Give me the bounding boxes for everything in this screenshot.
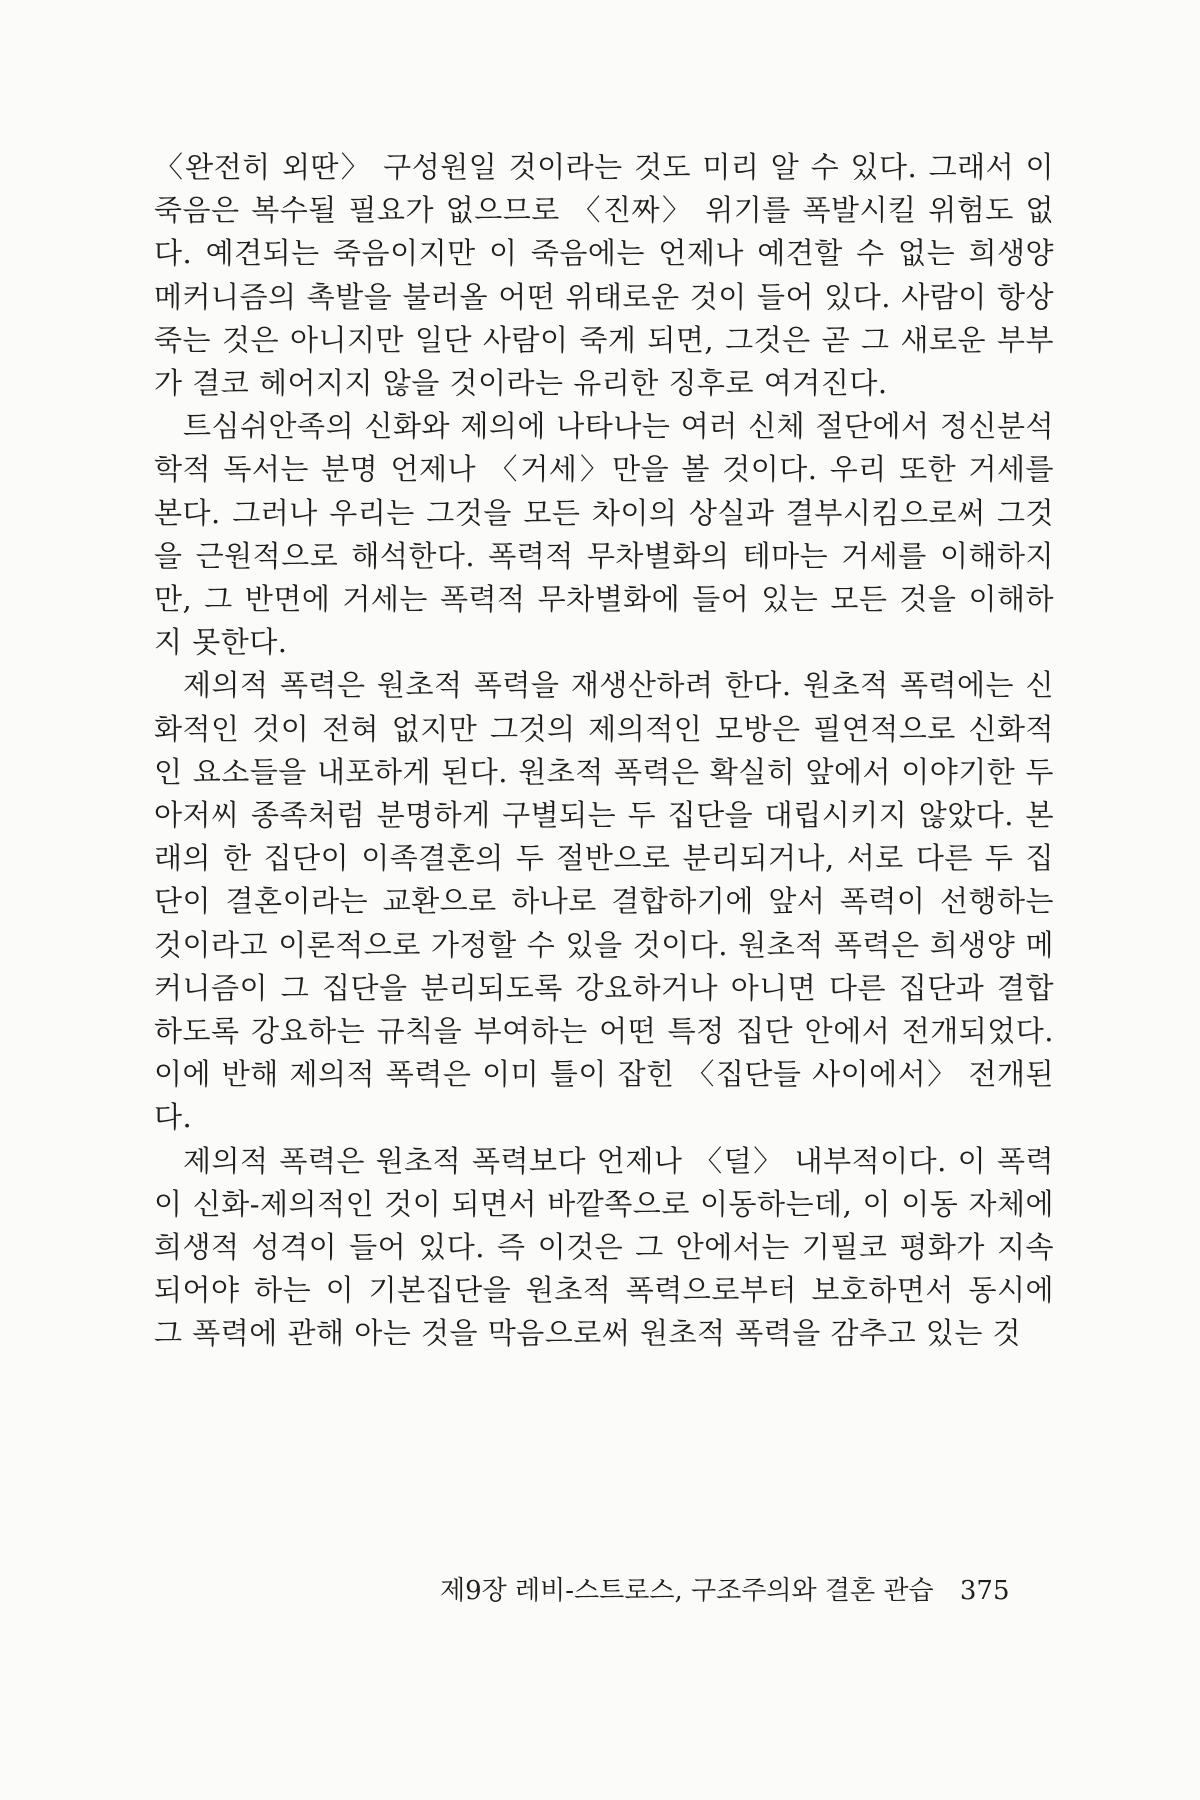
paragraph-3: 제의적 폭력은 원초적 폭력을 재생산하려 한다. 원초적 폭력에는 신화적인 것이 전혀 없지만 그것의 제의적인 모방은 필연적으로 신화적인 요소들을 내포하게 된다. 원초적 폭력은 확실히 앞에서 이야기한 두 아저씨 종족처럼 분명하게 구별되는 두 집단을 대립시키지 않았다. 본래의 한 집단이 이족결혼의 두 절반으로 분리되거나, 서로 다른 두 집단이 결혼이라는 교환으로 하나로 결합하기에 앞서 폭력이 선행하는 것이라고 이론적으로 가정할 수 있을 것이다. 원초적 폭력은 희생양 메커니즘이 그 집단을 분리되도록 강요하거나 아니면 다른 집단과 결합하도록 강요하는 규칙을 부여하는 어떤 특정 집단 안에서 전개되었다. 이에 반해 제의적 폭력은 이미 틀이 잡힌 〈집단들 사이에서〉 전개된다.	[154, 668, 1054, 1135]
paragraph-1: 〈완전히 외딴〉 구성원일 것이라는 것도 미리 알 수 있다. 그래서 이 죽음은 복수될 필요가 없으므로 〈진짜〉 위기를 폭발시킬 위험도 없다. 예견되는 죽음이지만 이 죽음에는 언제나 예견할 수 없는 희생양 메커니즘의 촉발을 불러올 어떤 위태로운 것이 들어 있다. 사람이 항상 죽는 것은 아니지만 일단 사람이 죽게 되면, 그것은 곧 그 새로운 부부가 결코 헤어지지 않을 것이라는 유리한 징후로 여겨진다.	[154, 150, 1054, 401]
running-footer	[440, 1570, 1040, 1607]
chapter-title: 제9장 레비-스트로스, 구조주의와 결혼 관습	[440, 1576, 934, 1606]
paragraph-2: 트심쉬안족의 신화와 제의에 나타나는 여러 신체 절단에서 정신분석학적 독서는 분명 언제나 〈거세〉만을 볼 것이다. 우리 또한 거세를 본다. 그러나 우리는 그것을 모든 차이의 상실과 결부시킴으로써 그것을 근원적으로 해석한다. 폭력적 무차별화의 테마는 거세를 이해하지만, 그 반면에 거세는 폭력적 무차별화에 들어 있는 모든 것을 이해하지 못한다.	[154, 409, 1054, 660]
paragraph-4: 제의적 폭력은 원초적 폭력보다 언제나 〈덜〉 내부적이다. 이 폭력이 신화-제의적인 것이 되면서 바깥쪽으로 이동하는데, 이 이동 자체에 희생적 성격이 들어 있다. 즉 이것은 그 안에서는 기필코 평화가 지속되어야 하는 이 기본집단을 원초적 폭력으로부터 보호하면서 동시에 그 폭력에 관해 아는 것을 막음으로써 원초적 폭력을 감추고 있는 것	[154, 1143, 1054, 1351]
page-number: 375	[959, 1576, 1010, 1606]
body-text	[154, 146, 1054, 1356]
